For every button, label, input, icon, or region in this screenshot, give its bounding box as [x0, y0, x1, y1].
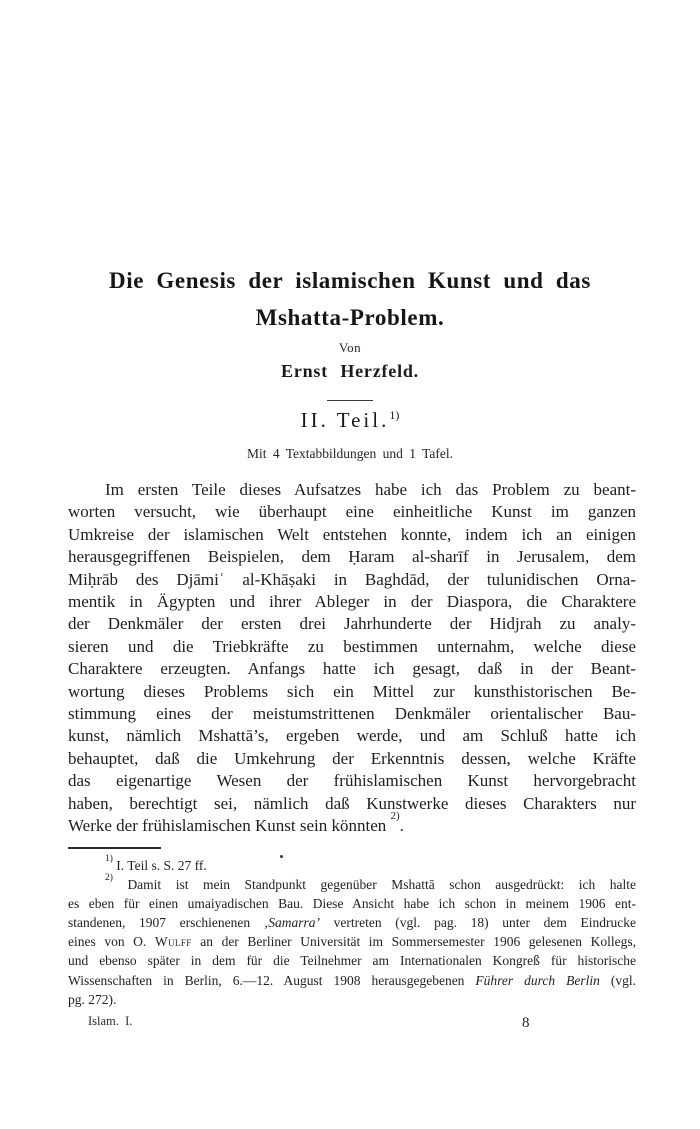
page-title-line-1: Die Genesis der islamischen Kunst und das — [109, 268, 591, 293]
footnote-2-text: eines von O. — [68, 934, 155, 950]
footnote-2-line: pg. 272). — [68, 991, 117, 1007]
footnote-2-line — [68, 932, 636, 951]
page-title-line-2: Mshatta-Problem. — [255, 305, 445, 330]
body-line: mentik in Ägypten und ihrer Ableger in der Diaspora, die Charaktere — [68, 592, 636, 612]
body-line: Im ersten Teile dieses Aufsatzes habe ich das Problem zu beant- — [105, 480, 636, 499]
samarra-title-italic: Samarra’ — [268, 915, 321, 931]
footnote-1-text: I. Teil s. S. 27 ff. — [112, 858, 207, 873]
author-name: Ernst Herzfeld. — [281, 361, 419, 381]
footnote-2-text: Damit ist mein Standpunkt gegenüber Mshattā schon ausgedrückt: ich halte — [112, 877, 636, 893]
footnote-2-text: (vgl. — [599, 972, 636, 988]
body-line: wortung dieses Problems sich ein Mittel zur kunsthistorischen Be- — [68, 681, 636, 701]
body-last-line-period: . — [399, 816, 404, 836]
footnote-2-line — [68, 971, 636, 990]
journal-signature: Islam. I. — [88, 1014, 133, 1028]
body-line: behauptet, daß die Umkehrung der Erkenntnis dessen, welche Kräfte — [68, 748, 636, 768]
body-line: sieren und die Triebkräfte zu bestimmen unternahm, welche diese — [68, 636, 636, 656]
footnote-2-line — [68, 913, 636, 932]
body-line — [68, 810, 636, 837]
body-line: Charaktere erzeugten. Anfangs hatte ich gesagt, daß in der Beant- — [68, 659, 636, 679]
footnote-1-marker: 1) — [105, 853, 113, 864]
main-paragraph — [68, 479, 636, 838]
wulff-name-smallcaps: Wulff — [154, 934, 192, 950]
footnote-2-text: vertreten (vgl. pag. 18) unter dem Eindrucke — [320, 915, 636, 931]
page-number: 8 — [522, 1015, 530, 1031]
footnote-2-text: standenen, 1907 erschienenen ‚ — [68, 915, 269, 931]
body-last-line-text: Werke der frühislamischen Kunst sein könnten — [68, 816, 391, 836]
body-line: kunst, nämlich Mshattā’s, ergeben werde, und am Schluß hatte ich — [68, 726, 636, 746]
footnote-2-line — [68, 872, 636, 894]
byline-label: Von — [338, 340, 362, 355]
body-line: stimmung eines der meistumstrittenen Denkmäler orientalischer Bau- — [68, 704, 636, 724]
body-line: Umkreise der islamischen Welt entstehen konnte, indem ich an einigen — [68, 524, 636, 544]
illustration-note: Mit 4 Textabbildungen und 1 Tafel. — [246, 446, 454, 461]
footnote-2-text: Wissenschaften in Berlin, 6.—12. August 1908 herausgegebenen — [68, 972, 476, 988]
body-line: worten versucht, wie überhaupt eine einheitliche Kunst im ganzen — [68, 502, 636, 522]
body-line: herausgegriffenen Beispielen, dem Ḥaram al-sharīf in Jerusalem, dem — [68, 547, 636, 567]
part-footnote-marker: 1) — [389, 408, 400, 422]
page-title — [40, 262, 660, 336]
footnote-separator-rule — [68, 847, 161, 849]
footnote-2-line: es eben für einen umaiyadischen Bau. Diese Ansicht habe ich schon in meinem 1906 ent- — [68, 896, 636, 912]
body-line: Miḥrāb des Djāmiʿ al-Khāṣaki in Baghdād, der tulunidischen Orna- — [68, 569, 636, 589]
body-line: das eigenartige Wesen der frühislamischen Kunst hervorgebracht — [68, 771, 636, 791]
footnotes-block — [68, 853, 636, 1009]
footnote-2-reference: 2) — [390, 810, 400, 823]
footnote-2-text: an der Berliner Universität im Sommersemester 1906 gelesenen Kollegs, — [191, 934, 636, 950]
part-heading-text: II. Teil. — [300, 408, 390, 432]
footnote-2-line: und ebenso später in dem für die Teilnehmer am Internationalen Kongreß für historische — [68, 953, 636, 969]
part-heading — [0, 408, 700, 433]
footnote-1 — [68, 853, 636, 875]
body-line: der Denkmäler der ersten drei Jahrhunderte der Hidjrah zu analy- — [68, 614, 636, 634]
fuehrer-title-italic: Führer durch Berlin — [475, 972, 600, 988]
footnote-2-marker: 2) — [105, 872, 113, 883]
heading-divider-rule — [327, 400, 373, 401]
body-line: haben, berechtigt sei, nämlich daß Kunstwerke dieses Charakters nur — [68, 793, 636, 813]
